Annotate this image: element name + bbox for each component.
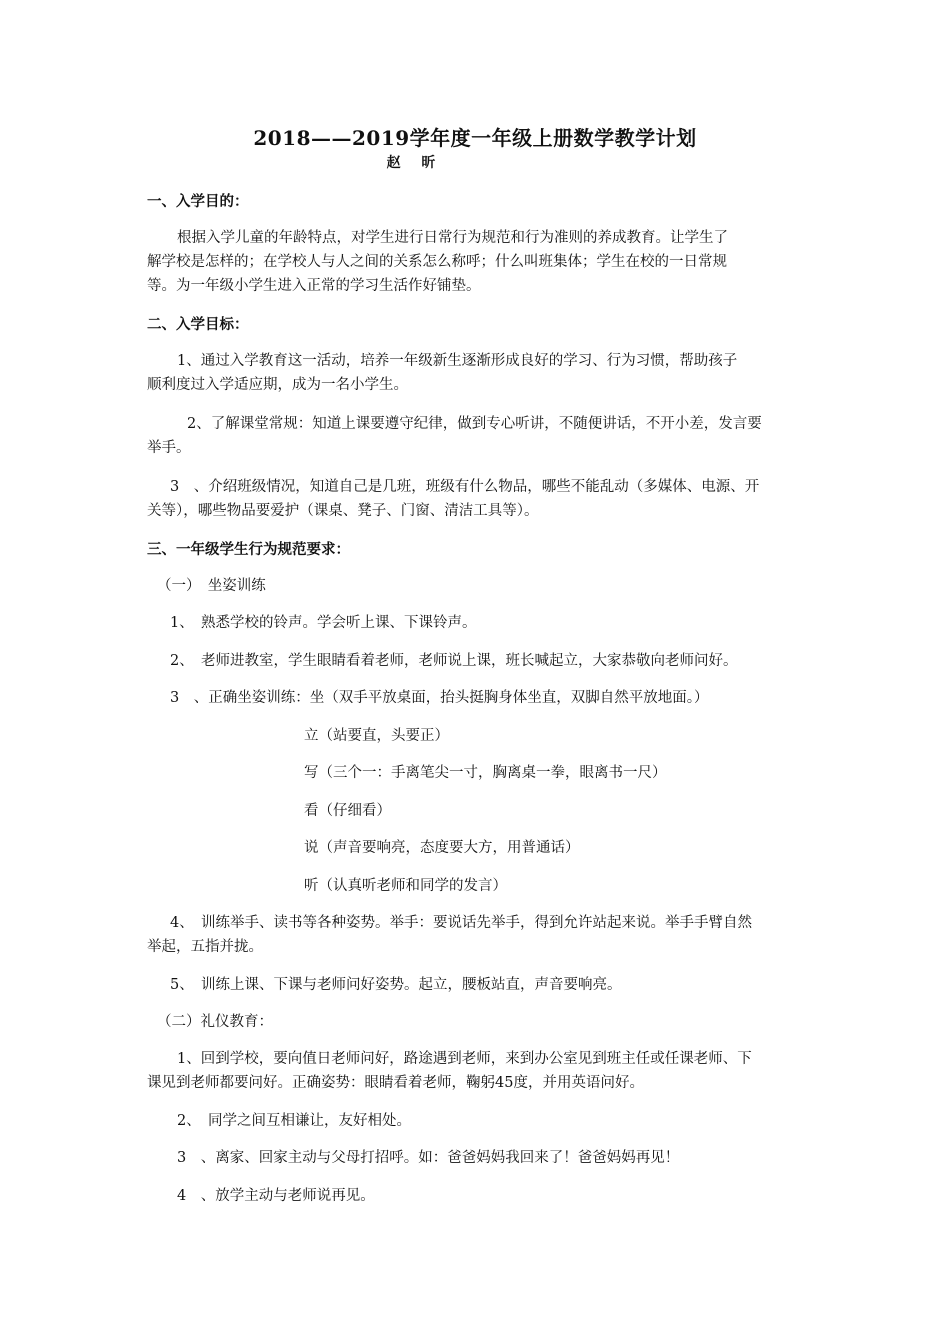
posture-item: 说（声音要响亮，态度要大方，用普通话）: [304, 840, 580, 856]
list-item-continuation: 关等），哪些物品要爱护（课桌、凳子、门窗、清洁工具等）。: [147, 503, 539, 519]
paragraph-line: 解学校是怎样的；在学校人与人之间的关系怎么称呼；什么叫班集体；学生在校的一日常规: [147, 254, 727, 270]
list-item-continuation: 举手。: [147, 440, 191, 456]
list-item: 2、 同学之间互相谦让，友好相处。: [177, 1113, 411, 1129]
list-item: 4、 训练举手、读书等各种姿势。举手：要说话先举手，得到允许站起来说。举手手臂自然: [170, 915, 752, 931]
paragraph-line: 等。为一年级小学生进入正常的学习生活作好铺垫。: [147, 278, 481, 294]
list-item: 1、通过入学教育这一活动，培养一年级新生逐渐形成良好的学习、行为习惯，帮助孩子: [177, 353, 738, 369]
posture-item: 看（仔细看）: [304, 803, 391, 819]
posture-item: 写（三个一：手离笔尖一寸，胸离桌一拳，眼离书一尺）: [304, 765, 667, 781]
posture-item: 听（认真听老师和同学的发言）: [304, 878, 507, 894]
subsection-heading: （一） 坐姿训练: [157, 578, 266, 594]
paragraph-line: 根据入学儿童的年龄特点，对学生进行日常行为规范和行为准则的养成教育。让学生了: [177, 230, 728, 246]
list-item: 3 、介绍班级情况，知道自己是几班，班级有什么物品，哪些不能乱动（多媒体、电源、开: [170, 479, 760, 495]
list-item-continuation: 课见到老师都要问好。正确姿势：眼睛看着老师，鞠躬45度，并用英语问好。: [147, 1075, 644, 1091]
list-item: 1、回到学校，要向值日老师问好，路途遇到老师，来到办公室见到班主任或任课老师、下: [177, 1051, 752, 1067]
posture-item: 立（站要直，头要正）: [304, 728, 449, 744]
page-title: 2018——2019学年度一年级上册数学教学计划: [253, 126, 697, 150]
author-name: 赵 昕: [386, 155, 444, 171]
list-item: 3 、正确坐姿训练：坐（双手平放桌面，抬头挺胸身体坐直，双脚自然平放地面。）: [170, 690, 709, 706]
list-item: 3 、离家、回家主动与父母打招呼。如：爸爸妈妈我回来了！爸爸妈妈再见！: [177, 1150, 680, 1166]
section-heading-1: 一、入学目的：: [147, 193, 249, 210]
list-item: 4 、放学主动与老师说再见。: [177, 1188, 375, 1204]
list-item-continuation: 举起，五指并拢。: [147, 939, 263, 955]
list-item: 2、了解课堂常规：知道上课要遵守纪律，做到专心听讲，不随便讲话，不开小差，发言要: [187, 416, 762, 432]
section-heading-2: 二、入学目标：: [147, 316, 249, 333]
subsection-heading: （二）礼仪教育：: [157, 1014, 273, 1030]
section-heading-3: 三、一年级学生行为规范要求：: [147, 541, 350, 558]
list-item-continuation: 顺利度过入学适应期，成为一名小学生。: [147, 377, 408, 393]
list-item: 5、 训练上课、下课与老师问好姿势。起立，腰板站直，声音要响亮。: [170, 977, 622, 993]
list-item: 2、 老师进教室，学生眼睛看着老师，老师说上课，班长喊起立，大家恭敬向老师问好。: [170, 653, 738, 669]
list-item: 1、 熟悉学校的铃声。学会听上课、下课铃声。: [170, 615, 477, 631]
